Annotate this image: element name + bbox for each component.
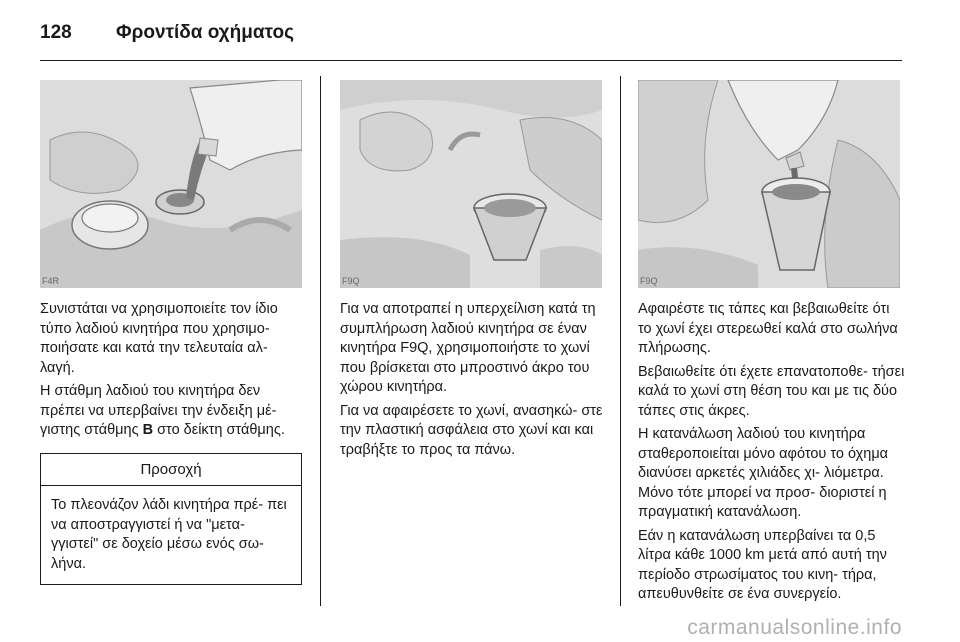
paragraph-oil-level: [40, 382, 306, 441]
figure-funnel-pouring-f9q: [638, 80, 900, 288]
paragraph: Για να αφαιρέσετε το χωνί, ανασηκώ- στε την πλαστική ασφάλεια στο χωνί και και τραβήξτε το προς τα πάνω.: [340, 402, 603, 458]
engine-funnel-illustration: [340, 80, 602, 288]
column-divider-2: [620, 76, 621, 606]
paragraph-text: στο δείκτη στάθμης.: [153, 422, 285, 438]
paragraph: Αφαιρέστε τις τάπες και βεβαιωθείτε ότι το χωνί έχει στερεωθεί καλά στο σωλήνα πλήρωσης.: [638, 301, 898, 356]
column-divider-1: [320, 76, 321, 606]
column-2: [340, 80, 608, 464]
figure-label: F4R: [42, 276, 60, 286]
caution-text: Το πλεονάζον λάδι κινητήρα πρέ- πει να αποστραγγιστεί ή να "μετα- γγιστεί" σε δοχείο μέσω ενός σω- λήνα.: [51, 497, 287, 572]
watermark: carmanualsonline.info: [687, 616, 902, 639]
paragraph: Εάν η κατανάλωση υπερβαίνει τα 0,5 λίτρα κάθε 1000 km μετά από αυτή την περίοδο στρωσίματος του κινη- τήρα, απευθυνθείτε σε ένα συνεργείο.: [638, 527, 887, 602]
figure-oil-filling-f4r: [40, 80, 302, 288]
funnel-pouring-illustration: [638, 80, 900, 288]
page-title: Φροντίδα οχήματος: [116, 22, 294, 43]
column-1: [40, 80, 306, 585]
caution-box: [40, 453, 302, 586]
page-number: 128: [40, 22, 72, 43]
figure-label: F9Q: [342, 276, 360, 286]
header-rule: [40, 60, 902, 61]
caution-title: Προσοχή: [41, 454, 301, 487]
paragraph-text: Η στάθμη λαδιού του κινητήρα δεν πρέπει να υπερβαίνει την ένδειξη μέ- γιστης στάθμης: [40, 383, 277, 438]
paragraph: Συνιστάται να χρησιμοποιείτε τον ίδιο τύπο λαδιού κινητήρα που χρησιμο- ποιήσατε και κατά την τελευταία αλ- λαγή.: [40, 301, 278, 376]
paragraph: Η κατανάλωση λαδιού του κινητήρα σταθεροποιείται μόνο αφότου το όχημα διανύσει αρκετές χιλιάδες χι- λιόμετρα. Μόνο τότε μπορεί να προσ- διοριστεί η πραγματική κατανάλωση.: [638, 426, 889, 520]
paragraph: Για να αποτραπεί η υπερχείλιση κατά τη συμπλήρωση λαδιού κινητήρα σε έναν κινητήρα F9Q, χρησιμοποιήστε το χωνί που βρίσκεται στο μπροστινό άκρο του χώρου κινητήρα.: [340, 301, 596, 395]
column-3: [638, 80, 906, 609]
level-mark-b: B: [142, 422, 154, 438]
paragraph: Βεβαιωθείτε ότι έχετε επανατοποθε- τήσει καλά το χωνί στη θέση του και με τις δύο τάπες στις άκρες.: [638, 363, 905, 419]
figure-funnel-f9q: [340, 80, 602, 288]
figure-label: F9Q: [640, 276, 658, 286]
engine-oil-cap-illustration: [40, 80, 302, 288]
page-header: [40, 18, 294, 48]
